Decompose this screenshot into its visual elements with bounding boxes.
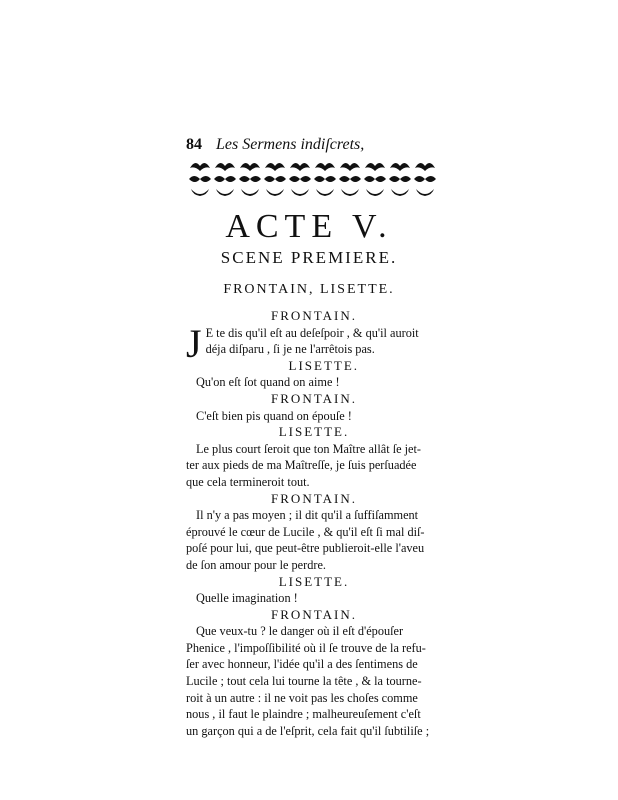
speaker-name: FRONTAIN. — [271, 390, 357, 406]
ornament-band-icon — [188, 158, 438, 202]
text-line: un garçon qui a de l'eſprit, cela fait qu'il ſubtiliſe ; — [186, 723, 430, 738]
page-number: 84 — [186, 136, 202, 153]
fleuron-icon — [316, 189, 334, 196]
fleuron-icon — [314, 176, 336, 182]
fleuron-icon — [239, 176, 261, 182]
fleuron-icon — [341, 189, 359, 196]
fleuron-icon — [189, 176, 211, 182]
text-line: C'eſt bien pis quand on épouſe ! — [196, 408, 352, 423]
fleuron-icon — [291, 189, 309, 196]
text-line: Le plus court ſeroit que ton Maître allât ſe jet- — [196, 441, 422, 456]
fleuron-icon — [415, 163, 435, 171]
fleuron-icon — [265, 163, 285, 171]
text-line: Quelle imagination ! — [196, 591, 298, 606]
fleuron-icon — [216, 189, 234, 196]
fleuron-icon — [190, 163, 210, 171]
speaker-name: FRONTAIN. — [271, 606, 357, 622]
drop-cap: J — [186, 320, 202, 366]
text-line: nous , il faut le plaindre ; malheureuſement c'eſt — [186, 707, 421, 722]
speech-paragraph — [186, 374, 442, 391]
running-header — [186, 136, 364, 154]
fleuron-icon — [240, 163, 260, 171]
fleuron-icon — [414, 176, 436, 182]
fleuron-icon — [290, 163, 310, 171]
text-line: Phenice , l'impoſſibilité où il ſe trouve de la refu- — [186, 640, 426, 655]
speaker-name: LISETTE. — [278, 424, 350, 440]
fleuron-icon — [389, 176, 411, 182]
characters-list: FRONTAIN, LISETTE. — [223, 282, 395, 297]
text-line: E te dis qu'il eſt au deſeſpoir , & qu'il auroit — [205, 325, 419, 340]
speech-paragraph — [186, 623, 442, 739]
fleuron-icon — [266, 189, 284, 196]
speech-paragraph — [186, 507, 442, 573]
fleuron-icon — [340, 163, 360, 171]
fleuron-icon — [365, 163, 385, 171]
text-line: ſer avec honneur, l'idée qu'il a des ſentimens de — [186, 657, 418, 672]
text-line: Il n'y a pas moyen ; il dit qu'il a ſuffiſamment — [196, 508, 419, 523]
fleuron-icon — [289, 176, 311, 182]
speech-paragraph — [186, 441, 442, 491]
speaker-name: LISETTE. — [278, 573, 350, 589]
speaker-name: FRONTAIN. — [271, 490, 357, 506]
fleuron-icon — [391, 189, 409, 196]
text-line: que cela termineroit tout. — [186, 474, 310, 489]
speaker-name: FRONTAIN. — [271, 308, 357, 323]
speech-paragraph — [186, 590, 442, 607]
act-title: ACTE V. — [225, 208, 393, 245]
fleuron-icon — [416, 189, 434, 196]
scene-title: SCENE PREMIERE. — [220, 248, 398, 267]
fleuron-icon — [215, 163, 235, 171]
speaker-name: LISETTE. — [288, 357, 360, 373]
printers-ornament — [188, 158, 438, 202]
fleuron-icon — [214, 176, 236, 182]
fleuron-icon — [390, 163, 410, 171]
speech-paragraph — [186, 408, 442, 425]
text-line: déja diſparu , ſi je ne l'arrêtois pas. — [205, 342, 375, 357]
text-line: Qu'on eſt ſot quand on aime ! — [196, 375, 340, 390]
text-line: Lucile ; tout cela lui tourne la tête , & la tourne- — [186, 674, 422, 689]
fleuron-icon — [191, 189, 209, 196]
text-line: éprouvé le cœur de Lucile , & qu'il eſt ſi mal diſ- — [186, 524, 425, 539]
text-line: poſé pour lui, que peut-être publieroit-elle l'aveu — [186, 541, 425, 556]
fleuron-icon — [364, 176, 386, 182]
text-line: ter aux pieds de ma Maîtreſſe, je ſuis perſuadée — [186, 458, 417, 473]
text-line: roit à un autre : il ne voit pas les choſes comme — [186, 690, 418, 705]
fleuron-icon — [339, 176, 361, 182]
fleuron-icon — [264, 176, 286, 182]
fleuron-icon — [315, 163, 335, 171]
fleuron-icon — [366, 189, 384, 196]
text-line: de ſon amour pour le perdre. — [186, 557, 326, 572]
running-title: Les Sermens indiſcrets, — [216, 136, 365, 153]
dialogue-body — [186, 308, 442, 739]
fleuron-icon — [241, 189, 259, 196]
text-line: Que veux-tu ? le danger où il eſt d'épouſer — [196, 624, 404, 639]
